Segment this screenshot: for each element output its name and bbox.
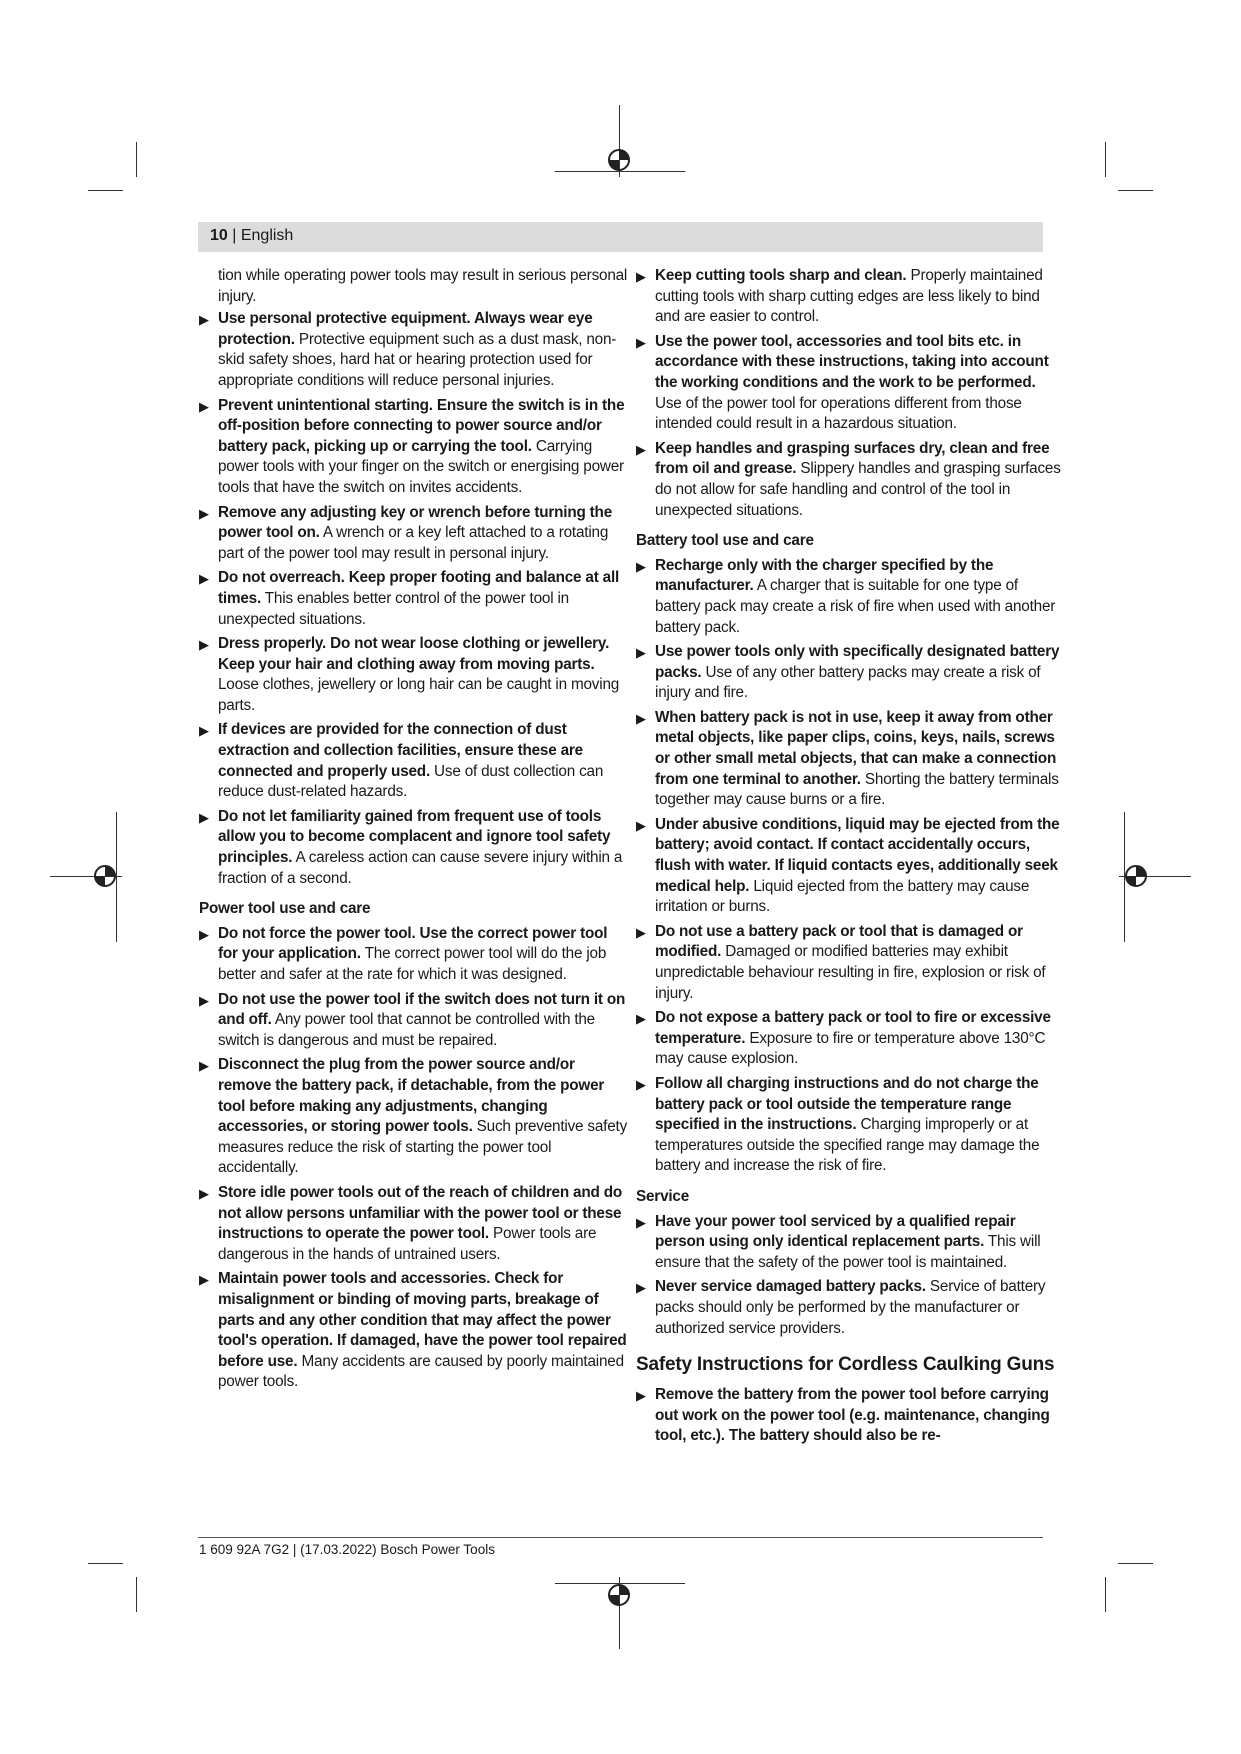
safety-instruction-item [199,568,629,630]
right-list-a [636,266,1066,521]
footer-rule [198,1537,1043,1538]
bullet-arrow-icon: ▶ [636,645,646,661]
registration-target-icon [1124,864,1148,888]
safety-instruction-item [199,309,629,391]
page-header-text: 10 | English [210,227,294,244]
safety-instruction-item [199,1269,629,1393]
safety-instruction-item [636,1008,1066,1070]
crop-mark [88,1563,123,1564]
safety-instruction-item [199,503,629,565]
instruction-body-text: Many accidents are caused by poorly maintained power tools. [218,1352,624,1391]
registration-target-icon [607,1583,631,1607]
bullet-arrow-icon: ▶ [199,571,209,587]
instruction-bold-text: Do not overreach. Keep proper footing and balance at all times. [218,569,620,607]
safety-instruction-item [636,708,1066,811]
safety-instruction-item [199,990,629,1052]
safety-instruction-item [199,1183,629,1265]
safety-instruction-item [636,439,1066,521]
safety-instruction-item [199,924,629,986]
registration-target-icon [93,864,117,888]
page-footer: 1 609 92A 7G2 | (17.03.2022) Bosch Power Tools [199,1542,495,1557]
bullet-arrow-icon: ▶ [199,637,209,653]
subheading-power-tool-use: Power tool use and care [199,900,371,918]
crop-mark [1118,190,1153,191]
instruction-bold-text: Do not let familiarity gained from frequent use of tools allow you to become complacent and ignore tool safety principles. [218,807,611,867]
crop-mark [136,1577,137,1612]
instruction-bold-text: Keep cutting tools sharp and clean. [655,267,907,284]
instruction-body-text: Service of battery packs should only be performed by the manufacturer or authorized service providers. [655,1278,1046,1337]
instruction-bold-text: Use the power tool, accessories and tool bits etc. in accordance with these instructions, taking into account the working conditions and the work to be performed. [655,332,1049,391]
bullet-arrow-icon: ▶ [199,505,209,521]
instruction-bold-text: Keep handles and grasping surfaces dry, clean and free from oil and grease. [655,439,1050,478]
right-list-d [636,1385,1066,1447]
bullet-arrow-icon: ▶ [636,710,646,726]
instruction-bold-text: When battery pack is not in use, keep it away from other metal objects, like paper clips, coins, keys, nails, screws or other small metal objects, that can make a connection from one terminal to another. [655,708,1057,788]
instruction-bold-text: Remove the battery from the power tool before carrying out work on the power tool (e.g. maintenance, changing tool, etc.). The battery should also be re- [655,1386,1050,1445]
instruction-body-text: Such preventive safety measures reduce the risk of starting the power tool accidentally. [218,1118,628,1177]
instruction-body-text: Charging improperly or at temperatures outside the specified range may damage the battery and increase the risk of fire. [655,1116,1040,1175]
bullet-arrow-icon: ▶ [636,1214,646,1230]
section-heading-caulking-guns: Safety Instructions for Cordless Caulking Guns [636,1354,1055,1376]
crop-mark [1105,1577,1106,1612]
bullet-arrow-icon: ▶ [636,1011,646,1027]
safety-instruction-item [199,634,629,716]
header-language: English [240,227,294,244]
instruction-body-text: Use of dust collection can reduce dust-related hazards. [218,762,604,801]
instruction-bold-text: Do not use a battery pack or tool that is damaged or modified. [655,922,1023,961]
bullet-arrow-icon: ▶ [636,269,646,284]
instruction-body-text: Use of the power tool for operations different from those intended could result in a hazardous situation. [655,394,1022,433]
safety-instruction-item [636,556,1066,638]
instruction-bold-text: Maintain power tools and accessories. Check for misalignment or binding of moving parts, breakage of parts and any other condition that may affect the power tool's operation. If damaged, have the power tool repaired before use. [218,1270,627,1370]
bullet-arrow-icon: ▶ [199,312,209,328]
bullet-arrow-icon: ▶ [636,558,646,574]
instruction-bold-text: Under abusive conditions, liquid may be ejected from the battery; avoid contact. If contact accidentally occurs, flush with water. If liquid contacts eyes, additionally seek medical help. [655,815,1060,895]
instruction-bold-text: Follow all charging instructions and do not charge the battery pack or tool outside the temperature range specified in the instructions. [655,1074,1039,1134]
bullet-arrow-icon: ▶ [199,926,209,942]
bullet-arrow-icon: ▶ [199,398,209,414]
instruction-body-text: Use of any other battery packs may create a risk of injury and fire. [655,663,1041,702]
safety-instruction-item [636,332,1066,435]
instruction-body-text: Shorting the battery terminals together may cause burns or a fire. [655,770,1059,809]
safety-instruction-item [199,1055,629,1179]
safety-instruction-item [636,1212,1066,1274]
bullet-arrow-icon: ▶ [199,1272,209,1288]
page-header [198,222,1043,252]
crop-mark [136,142,137,177]
instruction-bold-text: Do not expose a battery pack or tool to fire or excessive temperature. [655,1009,1051,1047]
instruction-body-text: Properly maintained cutting tools with sharp cutting edges are less likely to bind and are easier to control. [655,267,1043,326]
instruction-bold-text: Use personal protective equipment. Always wear eye protection. [218,310,593,348]
bullet-arrow-icon: ▶ [199,809,209,825]
crop-mark [1105,142,1106,177]
instruction-body-text: The correct power tool will do the job better and safer at the rate for which it was designed. [218,945,607,983]
safety-instruction-item [636,642,1066,704]
bullet-arrow-icon: ▶ [199,723,209,739]
instruction-body-text: Damaged or modified batteries may exhibit unpredictable behaviour resulting in fire, explosion or risk of injury. [655,943,1046,1002]
instruction-bold-text: Have your power tool serviced by a qualified repair person using only identical replacement parts. [655,1212,1016,1251]
safety-instruction-item [636,815,1066,918]
instruction-bold-text: Use power tools only with specifically designated battery packs. [655,643,1060,681]
bullet-arrow-icon: ▶ [199,1185,209,1201]
instruction-body-text: A wrench or a key left attached to a rotating part of the power tool may result in personal injury. [218,524,609,562]
bullet-arrow-icon: ▶ [636,1388,646,1404]
bullet-arrow-icon: ▶ [199,992,209,1008]
safety-instruction-item [636,1385,1066,1447]
instruction-body-text: Exposure to fire or temperature above 130°C may cause explosion. [655,1029,1046,1068]
instruction-bold-text: Disconnect the plug from the power source and/or remove the battery pack, if detachable, from the power tool before making any adjustments, changing accessories, or storing power tools. [218,1056,605,1136]
instruction-bold-text: Remove any adjusting key or wrench before turning the power tool on. [218,503,612,542]
bullet-arrow-icon: ▶ [636,441,646,457]
instruction-body-text: Power tools are dangerous in the hands of untrained users. [218,1225,597,1263]
right-list-b [636,556,1066,1177]
instruction-body-text: Carrying power tools with your finger on the switch or energising power tools that have the switch on invites accidents. [218,437,624,496]
instruction-bold-text: If devices are provided for the connection of dust extraction and collection facilities, ensure these are connected and properly used. [218,721,583,780]
left-list-b [199,924,629,1393]
bullet-arrow-icon: ▶ [636,334,646,350]
safety-instruction-item [636,1277,1066,1339]
instruction-body-text: A careless action can cause severe injury within a fraction of a second. [218,849,623,887]
safety-instruction-item [636,266,1066,328]
safety-instruction-item [636,922,1066,1004]
safety-instruction-item [199,807,629,889]
bullet-arrow-icon: ▶ [636,1076,646,1092]
safety-instruction-item [199,396,629,499]
continued-paragraph: tion while operating power tools may result in serious personal injury. [218,267,628,305]
safety-instruction-item [636,1074,1066,1177]
instruction-bold-text: Prevent unintentional starting. Ensure the switch is in the off-position before connecting to power source and/or battery pack, picking up or carrying the tool. [218,396,625,455]
right-list-c [636,1212,1066,1340]
instruction-bold-text: Store idle power tools out of the reach of children and do not allow persons unfamiliar with the power tool or these instructions to operate the power tool. [218,1183,622,1243]
instruction-bold-text: Do not force the power tool. Use the correct power tool for your application. [218,924,608,963]
right-column [636,266,1066,1451]
bullet-arrow-icon: ▶ [636,1280,646,1296]
instruction-body-text: Protective equipment such as a dust mask, non-skid safety shoes, hard hat or hearing protection used for appropriate conditions will reduce personal injuries. [218,330,617,389]
instruction-bold-text: Never service damaged battery packs. [655,1278,926,1296]
instruction-body-text: This enables better control of the power tool in unexpected situations. [218,589,569,628]
safety-instruction-item [199,720,629,802]
left-list-a [199,309,629,889]
subheading-service: Service [636,1187,690,1205]
bullet-arrow-icon: ▶ [199,1058,209,1074]
instruction-body-text: This will ensure that the safety of the power tool is maintained. [655,1233,1041,1271]
bullet-arrow-icon: ▶ [636,817,646,833]
crop-mark [88,190,123,191]
instruction-body-text: Liquid ejected from the battery may cause irritation or burns. [655,877,1030,916]
instruction-body-text: Any power tool that cannot be controlled with the switch is dangerous and must be repaired. [218,1011,595,1049]
instruction-body-text: A charger that is suitable for one type of battery pack may create a risk of fire when used with another battery pack. [655,577,1056,636]
bullet-arrow-icon: ▶ [636,924,646,940]
registration-target-icon [607,148,631,172]
subheading-battery-tool-use: Battery tool use and care [636,532,814,550]
page-number: 10 [210,227,228,244]
crop-mark [1118,1563,1153,1564]
instruction-body-text: Loose clothes, jewellery or long hair can be caught in moving parts. [218,676,620,714]
instruction-bold-text: Do not use the power tool if the switch does not turn it on and off. [218,990,626,1029]
instruction-body-text: Slippery handles and grasping surfaces do not allow for safe handling and control of the tool in unexpected situations. [655,460,1061,519]
instruction-bold-text: Recharge only with the charger specified by the manufacturer. [655,556,994,595]
left-column [199,266,629,1397]
instruction-bold-text: Dress properly. Do not wear loose clothing or jewellery. Keep your hair and clothing away from moving parts. [218,635,610,673]
